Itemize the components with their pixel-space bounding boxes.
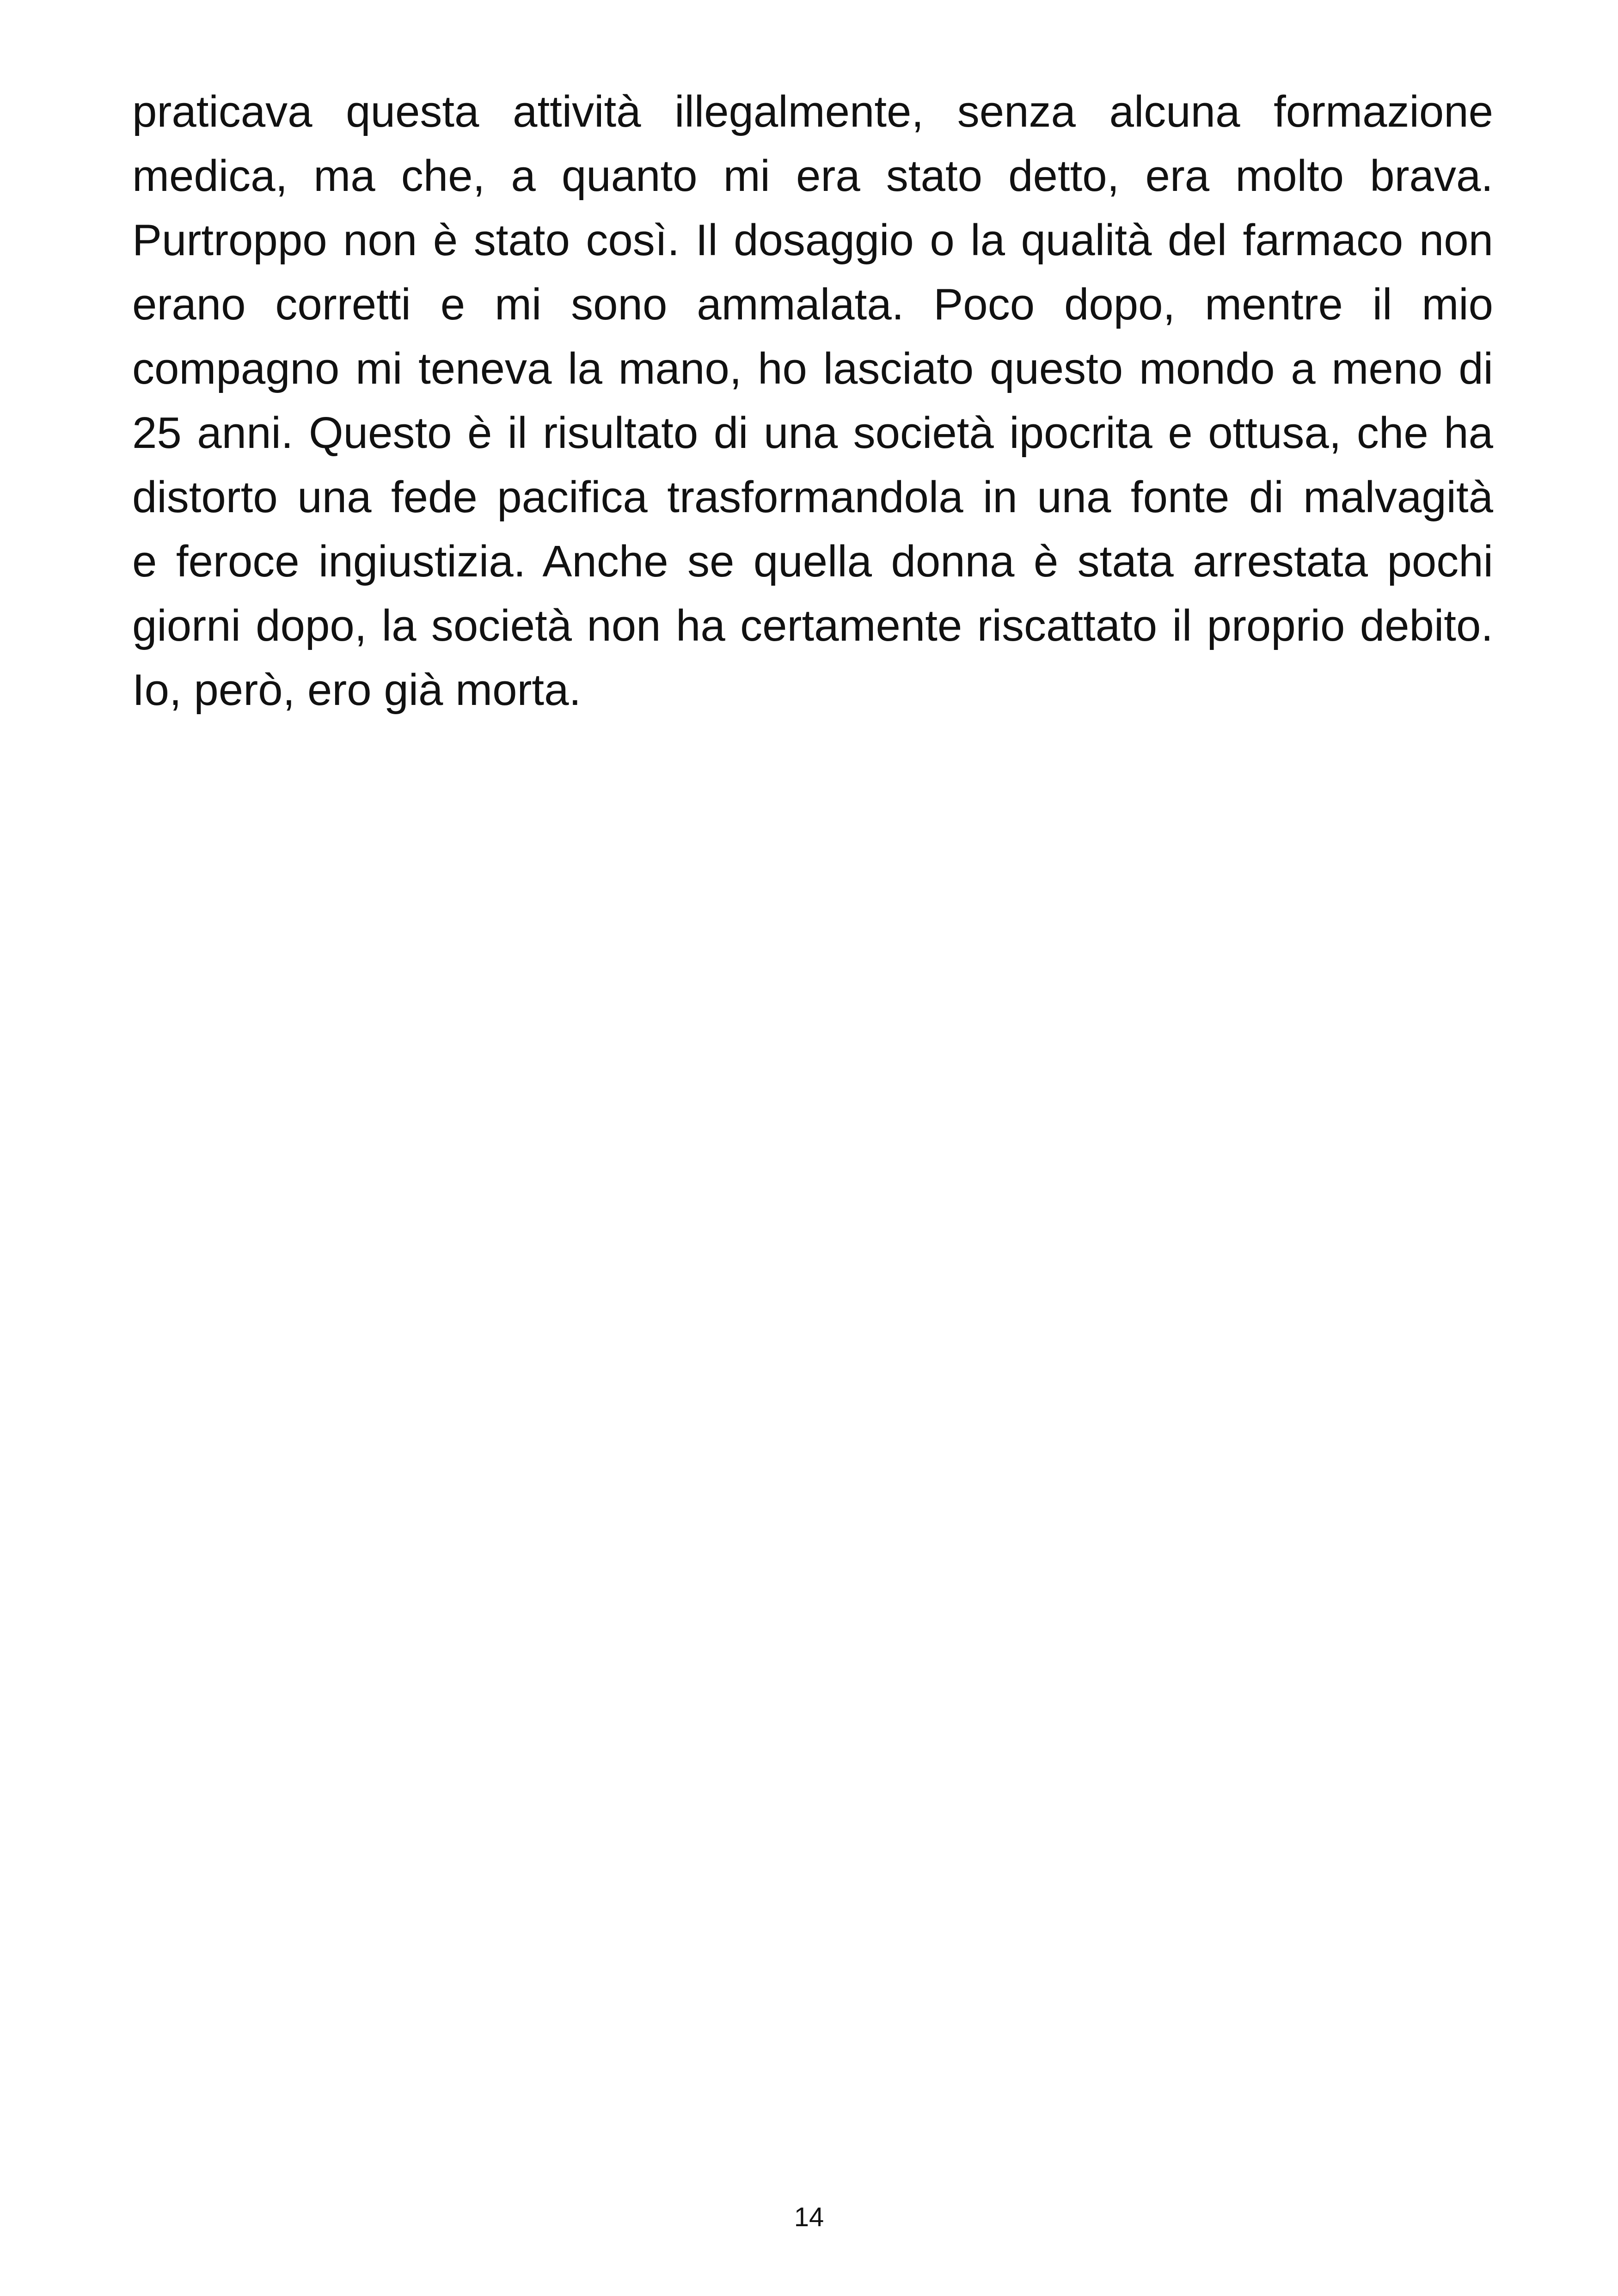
page-number: 14	[794, 2202, 824, 2232]
text-line: Purtroppo non è stato così. Il dosaggio o la qualità del farmaco non	[132, 215, 1493, 265]
text-line: medica, ma che, a quanto mi era stato detto, era molto brava.	[132, 151, 1493, 201]
text-line: distorto una fede pacifica trasformandola in una fonte di malvagità	[132, 472, 1493, 522]
text-line: praticava questa attività illegalmente, senza alcuna formazione	[132, 87, 1493, 136]
text-line: compagno mi teneva la mano, ho lasciato questo mondo a meno di	[132, 344, 1493, 393]
text-line: erano corretti e mi sono ammalata. Poco dopo, mentre il mio	[132, 280, 1493, 329]
text-line: e feroce ingiustizia. Anche se quella donna è stata arrestata pochi	[132, 537, 1493, 586]
text-line-last: Io, però, ero già morta.	[132, 665, 582, 715]
body-paragraph	[132, 80, 1493, 722]
text-line: giorni dopo, la società non ha certamente riscattato il proprio debito.	[132, 601, 1493, 650]
text-line: 25 anni. Questo è il risultato di una società ipocrita e ottusa, che ha	[132, 408, 1493, 458]
